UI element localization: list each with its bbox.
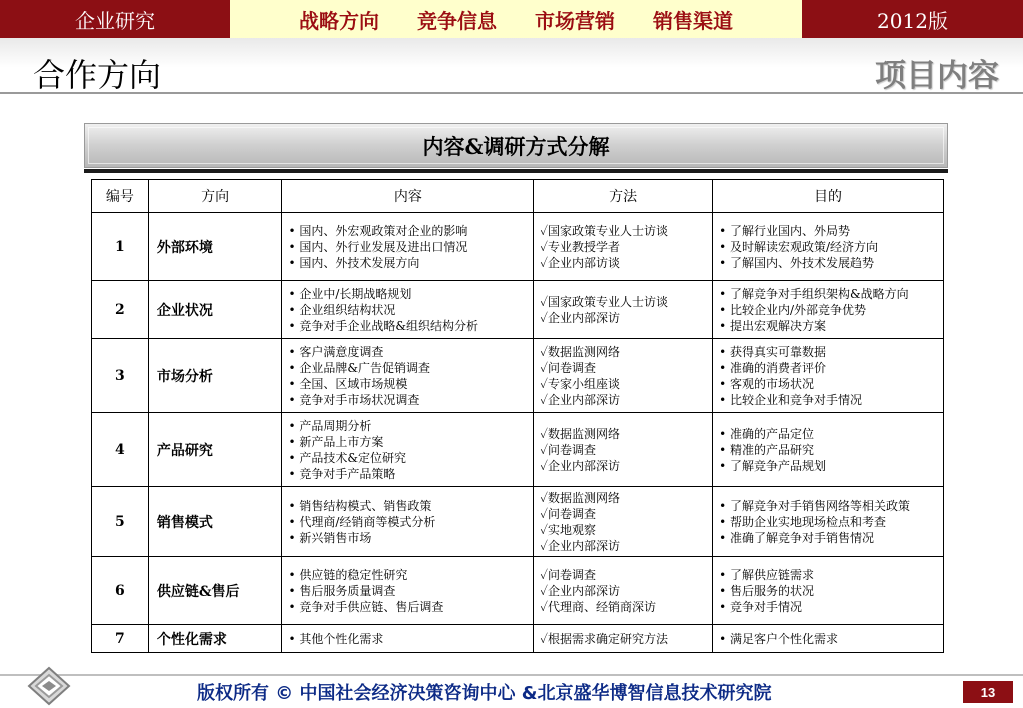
method-item: ✓ 问卷调查 bbox=[540, 567, 708, 583]
edition-label: 2012版 bbox=[802, 0, 1023, 38]
purpose-item: • 了解竞争产品规划 bbox=[719, 458, 939, 474]
nav-tabs bbox=[230, 0, 802, 38]
table-row bbox=[92, 213, 944, 281]
content-item: • 其他个性化需求 bbox=[288, 631, 529, 647]
table-row bbox=[92, 625, 944, 653]
purpose-item: • 及时解读宏观政策/经济方向 bbox=[719, 239, 939, 255]
method-item: ✓ 数据监测网络 bbox=[540, 490, 708, 506]
purpose-item: • 满足客户个性化需求 bbox=[719, 631, 939, 647]
method-item: ✓ 问卷调查 bbox=[540, 442, 708, 458]
purpose-item: • 准确的消费者评价 bbox=[719, 360, 939, 376]
purpose-item: • 比较企业和竞争对手情况 bbox=[719, 392, 939, 408]
content-item: • 企业组织结构状况 bbox=[288, 302, 529, 318]
content-item: • 新产品上市方案 bbox=[288, 434, 529, 450]
brand-label: 企业研究 bbox=[0, 0, 230, 38]
content-item: • 产品周期分析 bbox=[288, 418, 529, 434]
row-content bbox=[282, 213, 534, 281]
row-purpose bbox=[713, 213, 944, 281]
footer-divider bbox=[0, 674, 1023, 676]
method-item: ✓ 专业教授学者 bbox=[540, 239, 708, 255]
content-item: • 国内、外技术发展方向 bbox=[288, 255, 529, 271]
content-item: • 竞争对手产品策略 bbox=[288, 466, 529, 482]
method-item: ✓ 数据监测网络 bbox=[540, 426, 708, 442]
table-header-row bbox=[92, 180, 944, 213]
row-direction: 销售模式 bbox=[148, 487, 282, 557]
tab-sales-channel[interactable]: 销售渠道 bbox=[653, 8, 733, 33]
row-number: 6 bbox=[92, 557, 149, 625]
row-methods bbox=[534, 487, 713, 557]
method-item: ✓ 实地观察 bbox=[540, 522, 708, 538]
title-band bbox=[0, 38, 1023, 94]
row-methods bbox=[534, 281, 713, 339]
method-item: ✓ 企业内部深访 bbox=[540, 458, 708, 474]
table-body bbox=[92, 213, 944, 653]
row-purpose bbox=[713, 487, 944, 557]
content-item: • 产品技术&定位研究 bbox=[288, 450, 529, 466]
method-item: ✓ 数据监测网络 bbox=[540, 344, 708, 360]
content-item: • 竞争对手供应链、售后调查 bbox=[288, 599, 529, 615]
method-item: ✓ 专家小组座谈 bbox=[540, 376, 708, 392]
banner-underline bbox=[84, 169, 948, 173]
content-item: • 竞争对手市场状况调查 bbox=[288, 392, 529, 408]
content-item: • 销售结构模式、销售政策 bbox=[288, 498, 529, 514]
footer-copyright: 版权所有 © 中国社会经济决策咨询中心 &北京盛华博智信息技术研究院 bbox=[197, 683, 772, 704]
row-direction: 产品研究 bbox=[148, 413, 282, 487]
row-direction: 外部环境 bbox=[148, 213, 282, 281]
content-item: • 客户满意度调查 bbox=[288, 344, 529, 360]
content-item: • 新兴销售市场 bbox=[288, 530, 529, 546]
content-item: • 企业中/长期战略规划 bbox=[288, 286, 529, 302]
row-methods bbox=[534, 413, 713, 487]
content-item: • 国内、外行业发展及进出口情况 bbox=[288, 239, 529, 255]
purpose-item: • 了解行业国内、外局势 bbox=[719, 223, 939, 239]
table-banner bbox=[84, 123, 948, 173]
tab-strategy[interactable]: 战略方向 bbox=[299, 8, 379, 33]
method-item: ✓ 企业内部深访 bbox=[540, 538, 708, 554]
purpose-item: • 比较企业内/外部竞争优势 bbox=[719, 302, 939, 318]
row-number: 7 bbox=[92, 625, 149, 653]
purpose-item: • 了解竞争对手销售网络等相关政策 bbox=[719, 498, 939, 514]
row-purpose bbox=[713, 281, 944, 339]
page-title: 合作方向 bbox=[33, 56, 162, 94]
purpose-item: • 了解供应链需求 bbox=[719, 567, 939, 583]
purpose-item: • 客观的市场状况 bbox=[719, 376, 939, 392]
purpose-item: • 获得真实可靠数据 bbox=[719, 344, 939, 360]
row-methods bbox=[534, 625, 713, 653]
row-content bbox=[282, 487, 534, 557]
row-methods bbox=[534, 339, 713, 413]
row-number: 5 bbox=[92, 487, 149, 557]
purpose-item: • 提出宏观解决方案 bbox=[719, 318, 939, 334]
purpose-item: • 精准的产品研究 bbox=[719, 442, 939, 458]
row-direction: 企业状况 bbox=[148, 281, 282, 339]
method-item: ✓ 根据需求确定研究方法 bbox=[540, 631, 708, 647]
col-header-method: 方法 bbox=[534, 180, 713, 213]
content-item: • 售后服务质量调查 bbox=[288, 583, 529, 599]
method-item: ✓ 代理商、经销商深访 bbox=[540, 599, 708, 615]
table-row bbox=[92, 413, 944, 487]
row-purpose bbox=[713, 339, 944, 413]
col-header-content: 内容 bbox=[282, 180, 534, 213]
tab-competition[interactable]: 竞争信息 bbox=[417, 8, 497, 33]
row-methods bbox=[534, 213, 713, 281]
method-item: ✓ 企业内部访谈 bbox=[540, 255, 708, 271]
row-content bbox=[282, 625, 534, 653]
purpose-item: • 帮助企业实地现场检点和考查 bbox=[719, 514, 939, 530]
purpose-item: • 竞争对手情况 bbox=[719, 599, 939, 615]
row-content bbox=[282, 413, 534, 487]
row-purpose bbox=[713, 625, 944, 653]
row-content bbox=[282, 557, 534, 625]
purpose-item: • 了解竞争对手组织架构&战略方向 bbox=[719, 286, 939, 302]
tab-marketing[interactable]: 市场营销 bbox=[535, 8, 615, 33]
content-item: • 竞争对手企业战略&组织结构分析 bbox=[288, 318, 529, 334]
row-purpose bbox=[713, 557, 944, 625]
table-row bbox=[92, 339, 944, 413]
purpose-item: • 售后服务的状况 bbox=[719, 583, 939, 599]
col-header-number: 编号 bbox=[92, 180, 149, 213]
method-item: ✓ 企业内部深访 bbox=[540, 310, 708, 326]
row-direction: 市场分析 bbox=[148, 339, 282, 413]
content-item: • 国内、外宏观政策对企业的影响 bbox=[288, 223, 529, 239]
company-logo-icon bbox=[27, 666, 71, 706]
research-table bbox=[91, 179, 944, 653]
method-item: ✓ 国家政策专业人士访谈 bbox=[540, 223, 708, 239]
banner-title: 内容&调研方式分解 bbox=[84, 123, 948, 168]
row-direction: 个性化需求 bbox=[148, 625, 282, 653]
method-item: ✓ 企业内部深访 bbox=[540, 583, 708, 599]
row-direction: 供应链&售后 bbox=[148, 557, 282, 625]
content-item: • 代理商/经销商等模式分析 bbox=[288, 514, 529, 530]
row-number: 1 bbox=[92, 213, 149, 281]
content-item: • 供应链的稳定性研究 bbox=[288, 567, 529, 583]
section-title: 项目内容 bbox=[875, 58, 999, 94]
col-header-direction: 方向 bbox=[148, 180, 282, 213]
method-item: ✓ 问卷调查 bbox=[540, 360, 708, 376]
purpose-item: • 准确了解竞争对手销售情况 bbox=[719, 530, 939, 546]
row-content bbox=[282, 281, 534, 339]
top-navigation-bar bbox=[0, 0, 1023, 38]
table-row bbox=[92, 281, 944, 339]
row-purpose bbox=[713, 413, 944, 487]
table-row bbox=[92, 487, 944, 557]
purpose-item: • 准确的产品定位 bbox=[719, 426, 939, 442]
col-header-purpose: 目的 bbox=[713, 180, 944, 213]
row-number: 4 bbox=[92, 413, 149, 487]
page-number: 13 bbox=[963, 681, 1013, 703]
row-number: 3 bbox=[92, 339, 149, 413]
table-row bbox=[92, 557, 944, 625]
content-item: • 企业品牌&广告促销调查 bbox=[288, 360, 529, 376]
method-item: ✓ 问卷调查 bbox=[540, 506, 708, 522]
method-item: ✓ 企业内部深访 bbox=[540, 392, 708, 408]
row-methods bbox=[534, 557, 713, 625]
content-item: • 全国、区域市场规模 bbox=[288, 376, 529, 392]
row-content bbox=[282, 339, 534, 413]
method-item: ✓ 国家政策专业人士访谈 bbox=[540, 294, 708, 310]
purpose-item: • 了解国内、外技术发展趋势 bbox=[719, 255, 939, 271]
row-number: 2 bbox=[92, 281, 149, 339]
